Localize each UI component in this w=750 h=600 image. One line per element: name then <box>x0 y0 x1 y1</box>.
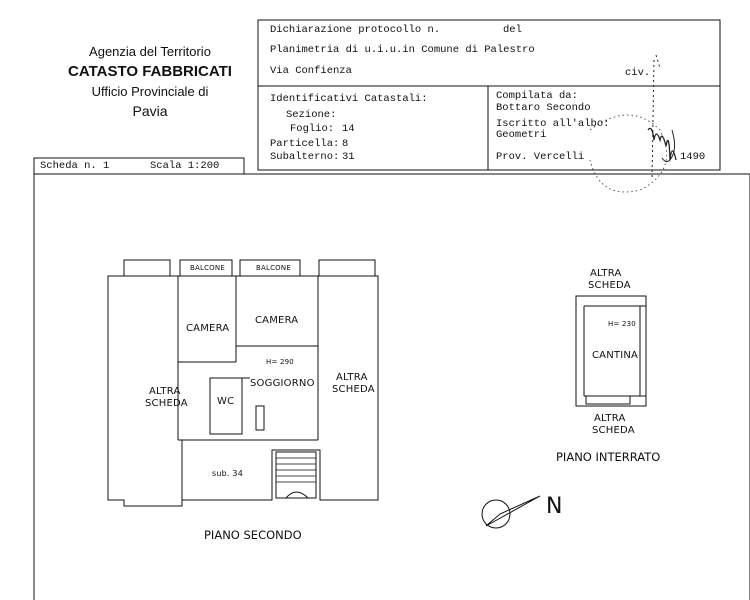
registration-number: 1490 <box>680 151 706 163</box>
agency-name: Agenzia del Territorio <box>89 44 211 59</box>
camera-left: CAMERA <box>186 323 230 334</box>
registered-label: Iscritto all'albo: <box>496 118 610 130</box>
soggiorno: SOGGIORNO <box>250 378 315 389</box>
foglio-label: Foglio: <box>290 123 335 135</box>
altra-right-2: SCHEDA <box>332 384 375 395</box>
piano-interrato-title: PIANO INTERRATO <box>556 450 661 464</box>
sezione-label: Sezione: <box>286 109 337 121</box>
altra-bottom-1: ALTRA <box>594 413 626 424</box>
office-city: Pavia <box>132 103 168 119</box>
scheda-label: Scheda n. 1 <box>40 160 110 172</box>
declaration-del: del <box>503 24 522 36</box>
wc: WC <box>217 396 235 407</box>
altra-left-1: ALTRA <box>149 386 181 397</box>
altra-left-2: SCHEDA <box>145 398 188 409</box>
cantina: CANTINA <box>592 350 639 361</box>
drawing-frame <box>34 174 750 600</box>
scala-label: Scala 1:200 <box>150 160 220 172</box>
declaration-label: Dichiarazione protocollo n. <box>270 24 441 36</box>
particella-value: 8 <box>342 138 349 150</box>
subalterno-label: Subalterno: <box>270 151 340 163</box>
address-line: Via Confienza <box>270 65 352 77</box>
catasto-title: CATASTO FABBRICATI <box>68 63 232 80</box>
north-arrow-icon <box>482 496 540 528</box>
altra-right-1: ALTRA <box>336 372 368 383</box>
sub-label: sub. 34 <box>212 469 243 478</box>
height-basement: H= 230 <box>608 320 636 328</box>
height-second: H= 290 <box>266 358 294 366</box>
office-name: Ufficio Provinciale di <box>91 84 209 99</box>
window-box-1 <box>124 260 170 276</box>
balcone-right: BALCONE <box>256 264 291 272</box>
compiled-title: Compilata da: <box>496 90 578 102</box>
civ-label: civ. <box>625 67 651 79</box>
province: Prov. Vercelli <box>496 151 585 163</box>
compiled-name: Bottaro Secondo <box>496 102 591 114</box>
piano-secondo-title: PIANO SECONDO <box>204 528 302 542</box>
registered-value: Geometri <box>496 129 547 141</box>
particella-label: Particella: <box>270 138 340 150</box>
balcone-left: BALCONE <box>190 264 225 272</box>
altra-top-2: SCHEDA <box>588 280 631 291</box>
stair-box <box>276 452 316 498</box>
cadastral-title: Identificativi Catastali: <box>270 93 428 105</box>
altra-bottom-2: SCHEDA <box>592 425 635 436</box>
planimetria-line: Planimetria di u.i.u.in Comune di Palestro <box>270 44 535 56</box>
camera-right: CAMERA <box>255 315 299 326</box>
subalterno-value: 31 <box>342 151 355 163</box>
north-label: N <box>546 494 563 519</box>
foglio-value: 14 <box>342 123 355 135</box>
altra-top-1: ALTRA <box>590 268 622 279</box>
window-box-2 <box>319 260 375 276</box>
